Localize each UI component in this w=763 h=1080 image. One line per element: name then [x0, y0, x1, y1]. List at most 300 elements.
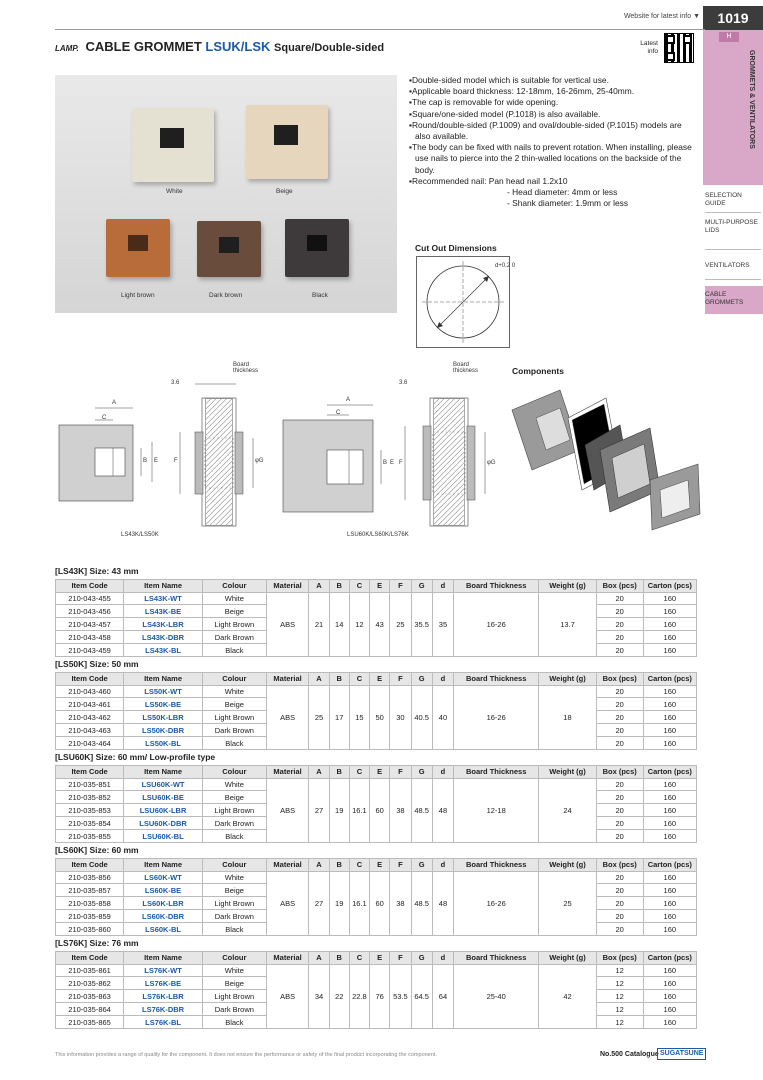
table-cell: Black: [202, 644, 266, 657]
table-cell: 160: [643, 923, 696, 936]
latest-info-label: Latest info: [640, 40, 658, 55]
cutout-dimension-label: d+0.2 0: [495, 263, 516, 269]
table-cell: 160: [643, 897, 696, 910]
grommet-black: [285, 219, 349, 277]
table-cell: 210-035-856: [56, 871, 124, 884]
dim-g-left: φG: [255, 458, 264, 464]
table-row: [56, 964, 697, 977]
column-header: Item Name: [124, 952, 203, 965]
column-header: Weight (g): [539, 766, 596, 779]
table-cell: 160: [643, 964, 696, 977]
table-cell: 20: [596, 711, 643, 724]
table-cell: Dark Brown: [202, 910, 266, 923]
table-cell: 19: [329, 778, 349, 842]
table-cell: 160: [643, 711, 696, 724]
item-link[interactable]: LS76K-LBR: [124, 990, 203, 1003]
table-cell: White: [202, 685, 266, 698]
table-cell: Black: [202, 737, 266, 750]
table-cell: 48: [432, 871, 453, 935]
item-link[interactable]: LS76K-WT: [124, 964, 203, 977]
board-hatch-left: [205, 398, 233, 526]
column-header: Material: [266, 859, 309, 872]
table-cell: 210-043-459: [56, 644, 124, 657]
table-cell: 27: [309, 871, 329, 935]
cutout-title: Cut Out Dimensions: [415, 243, 497, 253]
item-link[interactable]: LS50K-BE: [124, 698, 203, 711]
table-cell: Light Brown: [202, 897, 266, 910]
item-link[interactable]: LS50K-BL: [124, 737, 203, 750]
table-cell: 160: [643, 910, 696, 923]
spec-table-ls76k: [55, 951, 697, 1029]
table-cell: 160: [643, 871, 696, 884]
table-cell: 160: [643, 884, 696, 897]
board-thickness-label-left: Board thickness: [233, 362, 259, 374]
table-cell: 160: [643, 698, 696, 711]
title-model: LSUK/LSK: [205, 39, 271, 54]
table-cell: 19: [329, 871, 349, 935]
item-link[interactable]: LS60K-BE: [124, 884, 203, 897]
column-header: Colour: [202, 673, 266, 686]
spec-table-ls43k: [55, 579, 697, 657]
table-cell: 60: [370, 871, 390, 935]
feature-item: ▪Round/double-sided (P.1009) and oval/double-sided (P.1015) models are also available.: [409, 119, 682, 142]
table-cell: 20: [596, 910, 643, 923]
table-cell: 27: [309, 778, 329, 842]
sidebar-item-ventilators[interactable]: VENTILATORS: [705, 262, 750, 269]
column-header: Material: [266, 580, 309, 593]
column-header: Box (pcs): [596, 580, 643, 593]
item-link[interactable]: LS76K-DBR: [124, 1003, 203, 1016]
drawing-caption-right: LSU60K/LS60K/LS76K: [347, 532, 409, 538]
table-cell: 160: [643, 685, 696, 698]
table-row: [56, 685, 697, 698]
table-cell: 12: [596, 990, 643, 1003]
table-cell: Beige: [202, 977, 266, 990]
column-header: Box (pcs): [596, 673, 643, 686]
table-cell: 53.5: [390, 964, 411, 1028]
feature-item: ▪The cap is removable for wide opening.: [409, 97, 559, 108]
feature-list: [409, 75, 699, 209]
sidebar-item-selection-guide[interactable]: SELECTION GUIDE: [705, 192, 742, 207]
table-cell: 22: [329, 964, 349, 1028]
table-cell: 43: [370, 592, 390, 656]
section-title-ls60k: [LS60K] Size: 60 mm: [55, 845, 139, 855]
column-header: Box (pcs): [596, 859, 643, 872]
title-subtitle: Square/Double-sided: [274, 42, 385, 54]
photo-label-white: White: [166, 188, 183, 195]
item-link[interactable]: LS43K-DBR: [124, 631, 203, 644]
table-cell: 160: [643, 592, 696, 605]
table-cell: 210-043-455: [56, 592, 124, 605]
table-cell: Dark Brown: [202, 631, 266, 644]
table-cell: 40: [432, 685, 453, 749]
sidebar-item-multi-purpose-lids[interactable]: MULTI-PURPOSE LIDS: [705, 219, 758, 234]
photo-label-dark-brown: Dark brown: [209, 292, 243, 299]
table-cell: 160: [643, 830, 696, 843]
table-cell: White: [202, 964, 266, 977]
table-cell: 48.5: [411, 871, 432, 935]
table-cell: 20: [596, 631, 643, 644]
components-diagram: [510, 380, 702, 540]
table-cell: 76: [370, 964, 390, 1028]
table-cell: 12: [596, 1016, 643, 1029]
table-cell: 12-18: [454, 778, 539, 842]
table-cell: 12: [596, 1003, 643, 1016]
column-header: Carton (pcs): [643, 673, 696, 686]
item-link[interactable]: LS50K-WT: [124, 685, 203, 698]
item-link[interactable]: LS43K-BL: [124, 644, 203, 657]
qr-code-icon[interactable]: [664, 33, 694, 63]
feature-item: ▪The body can be fixed with nails to prevent rotation. When installing, please use nails to pierce into the 2 thin-walled locations on the backside of the body.: [409, 142, 692, 175]
table-header-row: [56, 580, 697, 593]
table-cell: 160: [643, 1016, 696, 1029]
item-link[interactable]: LS43K-WT: [124, 592, 203, 605]
table-cell: Light Brown: [202, 804, 266, 817]
table-cell: 20: [596, 897, 643, 910]
column-header: A: [309, 952, 329, 965]
table-cell: 16.1: [349, 871, 369, 935]
column-header: F: [390, 766, 411, 779]
table-cell: 60: [370, 778, 390, 842]
column-header: F: [390, 952, 411, 965]
table-cell: 210-035-860: [56, 923, 124, 936]
table-cell: 21: [309, 592, 329, 656]
column-header: d: [432, 859, 453, 872]
item-link[interactable]: LS76K-BE: [124, 977, 203, 990]
item-link[interactable]: LS60K-BL: [124, 923, 203, 936]
table-cell: 30: [390, 685, 411, 749]
table-cell: 20: [596, 817, 643, 830]
column-header: C: [349, 766, 369, 779]
feature-item: ▪Double-sided model which is suitable for vertical use.: [409, 75, 609, 85]
sidebar-item-cable-grommets[interactable]: CABLE GROMMETS: [705, 286, 763, 314]
table-row: [56, 778, 697, 791]
column-header: C: [349, 673, 369, 686]
table-cell: 38: [390, 778, 411, 842]
column-header: A: [309, 766, 329, 779]
table-cell: Beige: [202, 605, 266, 618]
section-title-ls43k: [LS43K] Size: 43 mm: [55, 566, 139, 576]
dim-36-right: 3.6: [399, 380, 408, 386]
column-header: Material: [266, 952, 309, 965]
table-cell: 64: [432, 964, 453, 1028]
column-header: G: [411, 859, 432, 872]
table-cell: 160: [643, 804, 696, 817]
table-header-row: [56, 766, 697, 779]
spec-table-ls50k: [55, 672, 697, 750]
column-header: G: [411, 952, 432, 965]
column-header: B: [329, 859, 349, 872]
column-header: Carton (pcs): [643, 580, 696, 593]
table-header-row: [56, 952, 697, 965]
table-cell: 210-035-858: [56, 897, 124, 910]
table-cell: 15: [349, 685, 369, 749]
header-rule: [55, 29, 705, 30]
table-cell: 20: [596, 685, 643, 698]
table-cell: 35: [432, 592, 453, 656]
table-cell: 210-035-853: [56, 804, 124, 817]
page-title: [55, 39, 384, 54]
dim-c-right: C: [336, 410, 341, 416]
table-cell: 210-043-458: [56, 631, 124, 644]
footer-disclaimer: This information provides a range of quality for the component. It does not ensure the performance or safety of the final product incorporating the component.: [55, 1052, 437, 1058]
column-header: A: [309, 580, 329, 593]
photo-label-beige: Beige: [276, 188, 293, 195]
nail-shank-spec: - Shank diameter: 1.9mm or less: [507, 198, 629, 209]
dim-b-right: B: [383, 460, 388, 466]
table-cell: 20: [596, 804, 643, 817]
table-cell: 25: [539, 871, 596, 935]
table-cell: 210-035-854: [56, 817, 124, 830]
column-header: Colour: [202, 952, 266, 965]
table-cell: 210-043-460: [56, 685, 124, 698]
nail-head-spec: - Head diameter: 4mm or less: [507, 187, 618, 198]
table-cell: 40.5: [411, 685, 432, 749]
board-hatch-right: [433, 398, 465, 526]
table-cell: Beige: [202, 884, 266, 897]
table-cell: 24: [539, 778, 596, 842]
table-cell: 210-043-461: [56, 698, 124, 711]
column-header: Board Thickness: [454, 673, 539, 686]
spec-table-ls60k: [55, 858, 697, 936]
dim-a-right: A: [346, 397, 351, 403]
item-link[interactable]: LS76K-BL: [124, 1016, 203, 1029]
dim-f-left: F: [174, 458, 178, 464]
table-cell: 160: [643, 737, 696, 750]
column-header: Material: [266, 673, 309, 686]
photo-label-black: Black: [312, 292, 328, 299]
table-cell: 64.5: [411, 964, 432, 1028]
item-link[interactable]: LSU60K-BL: [124, 830, 203, 843]
spec-table-lsu60k: [55, 765, 697, 843]
column-header: B: [329, 952, 349, 965]
table-cell: White: [202, 778, 266, 791]
column-header: Box (pcs): [596, 766, 643, 779]
grommet-light-brown: [106, 219, 170, 277]
table-cell: ABS: [266, 871, 309, 935]
column-header: E: [370, 673, 390, 686]
table-cell: 12: [596, 977, 643, 990]
table-cell: 20: [596, 644, 643, 657]
sidebar-divider: [705, 279, 761, 280]
column-header: E: [370, 859, 390, 872]
dim-a-left: A: [112, 400, 117, 406]
dim-b-left: B: [143, 458, 148, 464]
dim-f-right: F: [399, 460, 403, 466]
table-cell: 160: [643, 977, 696, 990]
column-header: Item Name: [124, 580, 203, 593]
table-cell: 160: [643, 791, 696, 804]
page-number: 1019: [703, 6, 763, 30]
table-cell: 20: [596, 871, 643, 884]
table-cell: 160: [643, 817, 696, 830]
item-link[interactable]: LS43K-LBR: [124, 618, 203, 631]
item-link[interactable]: LSU60K-BE: [124, 791, 203, 804]
column-header: Carton (pcs): [643, 859, 696, 872]
table-cell: Dark Brown: [202, 1003, 266, 1016]
table-cell: 210-035-864: [56, 1003, 124, 1016]
table-cell: 210-035-851: [56, 778, 124, 791]
sidebar-divider: [705, 249, 761, 250]
column-header: Item Code: [56, 859, 124, 872]
dim-e-right: E: [390, 460, 395, 466]
feature-item: ▪Square/one-sided model (P.1018) is also available.: [409, 108, 601, 119]
column-header: Board Thickness: [454, 952, 539, 965]
table-cell: 210-043-457: [56, 618, 124, 631]
feature-item: ▪Recommended nail: Pan head nail 1.2x10: [409, 175, 568, 186]
column-header: G: [411, 580, 432, 593]
table-header-row: [56, 673, 697, 686]
table-cell: 210-043-462: [56, 711, 124, 724]
dim-c-left: C: [102, 415, 107, 421]
column-header: Board Thickness: [454, 766, 539, 779]
grommet-beige: [246, 105, 328, 179]
table-cell: 34: [309, 964, 329, 1028]
column-header: Item Name: [124, 766, 203, 779]
dim-e-left: E: [154, 458, 159, 464]
column-header: Item Name: [124, 859, 203, 872]
item-link[interactable]: LS50K-LBR: [124, 711, 203, 724]
table-cell: 210-043-464: [56, 737, 124, 750]
table-cell: Dark Brown: [202, 817, 266, 830]
table-cell: 160: [643, 778, 696, 791]
item-link[interactable]: LSU60K-WT: [124, 778, 203, 791]
table-cell: Light Brown: [202, 618, 266, 631]
table-cell: 210-043-456: [56, 605, 124, 618]
column-header: Weight (g): [539, 952, 596, 965]
table-cell: 22.8: [349, 964, 369, 1028]
column-header: B: [329, 673, 349, 686]
table-cell: 210-035-857: [56, 884, 124, 897]
column-header: G: [411, 673, 432, 686]
column-header: Item Code: [56, 766, 124, 779]
brand-footer-logo: SUGATSUNE: [657, 1048, 706, 1060]
table-cell: 160: [643, 1003, 696, 1016]
table-cell: 210-035-855: [56, 830, 124, 843]
table-cell: 16.1: [349, 778, 369, 842]
table-cell: Black: [202, 923, 266, 936]
column-header: Colour: [202, 766, 266, 779]
column-header: Item Name: [124, 673, 203, 686]
table-cell: 20: [596, 884, 643, 897]
table-cell: 210-043-463: [56, 724, 124, 737]
table-cell: ABS: [266, 964, 309, 1028]
column-header: Item Code: [56, 952, 124, 965]
column-header: Colour: [202, 580, 266, 593]
table-cell: 160: [643, 990, 696, 1003]
table-row: [56, 871, 697, 884]
sidebar-divider: [705, 212, 761, 213]
table-cell: Beige: [202, 791, 266, 804]
table-cell: 210-035-865: [56, 1016, 124, 1029]
column-header: Weight (g): [539, 673, 596, 686]
table-cell: 160: [643, 631, 696, 644]
table-cell: 35.5: [411, 592, 432, 656]
table-cell: 210-035-852: [56, 791, 124, 804]
column-header: Box (pcs): [596, 952, 643, 965]
table-cell: ABS: [266, 592, 309, 656]
table-cell: 12: [349, 592, 369, 656]
column-header: Colour: [202, 859, 266, 872]
table-cell: 210-035-862: [56, 977, 124, 990]
table-cell: 18: [539, 685, 596, 749]
table-cell: 160: [643, 618, 696, 631]
column-header: Item Code: [56, 580, 124, 593]
column-header: F: [390, 673, 411, 686]
column-header: C: [349, 580, 369, 593]
table-cell: 25: [390, 592, 411, 656]
item-link[interactable]: LS50K-DBR: [124, 724, 203, 737]
drawing-caption-left: LS43K/LS50K: [121, 532, 159, 538]
table-cell: 14: [329, 592, 349, 656]
sidebar-category-label: GROMMETS & VENTILATORS: [748, 50, 755, 149]
column-header: d: [432, 580, 453, 593]
item-link[interactable]: LS60K-DBR: [124, 910, 203, 923]
item-link[interactable]: LSU60K-DBR: [124, 817, 203, 830]
table-cell: 20: [596, 830, 643, 843]
section-title-ls76k: [LS76K] Size: 76 mm: [55, 938, 139, 948]
table-cell: 42: [539, 964, 596, 1028]
table-cell: Black: [202, 1016, 266, 1029]
item-link[interactable]: LS43K-BE: [124, 605, 203, 618]
column-header: C: [349, 859, 369, 872]
table-cell: 16-26: [454, 871, 539, 935]
column-header: Board Thickness: [454, 580, 539, 593]
grommet-dark-brown: [197, 221, 261, 277]
column-header: A: [309, 859, 329, 872]
column-header: E: [370, 952, 390, 965]
item-link[interactable]: LS60K-LBR: [124, 897, 203, 910]
table-cell: 210-035-861: [56, 964, 124, 977]
item-link[interactable]: LS60K-WT: [124, 871, 203, 884]
table-cell: 48: [432, 778, 453, 842]
section-title-lsu60k: [LSU60K] Size: 60 mm/ Low-profile type: [55, 752, 216, 762]
table-cell: 160: [643, 724, 696, 737]
column-header: Carton (pcs): [643, 766, 696, 779]
table-cell: 16-26: [454, 592, 539, 656]
column-header: Carton (pcs): [643, 952, 696, 965]
column-header: F: [390, 580, 411, 593]
website-note[interactable]: Website for latest info ▼: [623, 13, 700, 20]
table-cell: 25: [309, 685, 329, 749]
section-badge: H: [719, 32, 739, 42]
table-cell: 25-40: [454, 964, 539, 1028]
column-header: G: [411, 766, 432, 779]
table-cell: 210-035-863: [56, 990, 124, 1003]
table-cell: Dark Brown: [202, 724, 266, 737]
feature-item: ▪Applicable board thickness: 12-18mm, 16-26mm, 25-40mm.: [409, 86, 635, 97]
table-cell: 210-035-859: [56, 910, 124, 923]
dim-g-right: φG: [487, 460, 496, 466]
grommet-white: [132, 108, 214, 182]
table-row: [56, 592, 697, 605]
table-cell: Beige: [202, 698, 266, 711]
table-cell: 20: [596, 618, 643, 631]
section-title-ls50k: [LS50K] Size: 50 mm: [55, 659, 139, 669]
column-header: Weight (g): [539, 859, 596, 872]
column-header: d: [432, 952, 453, 965]
column-header: Item Code: [56, 673, 124, 686]
brand-logo: LAMP.: [55, 44, 79, 53]
table-cell: 16-26: [454, 685, 539, 749]
dim-36-left: 3.6: [171, 380, 180, 386]
table-cell: 160: [643, 644, 696, 657]
table-cell: ABS: [266, 685, 309, 749]
table-cell: Black: [202, 830, 266, 843]
item-link[interactable]: LSU60K-LBR: [124, 804, 203, 817]
column-header: Material: [266, 766, 309, 779]
table-cell: 12: [596, 964, 643, 977]
